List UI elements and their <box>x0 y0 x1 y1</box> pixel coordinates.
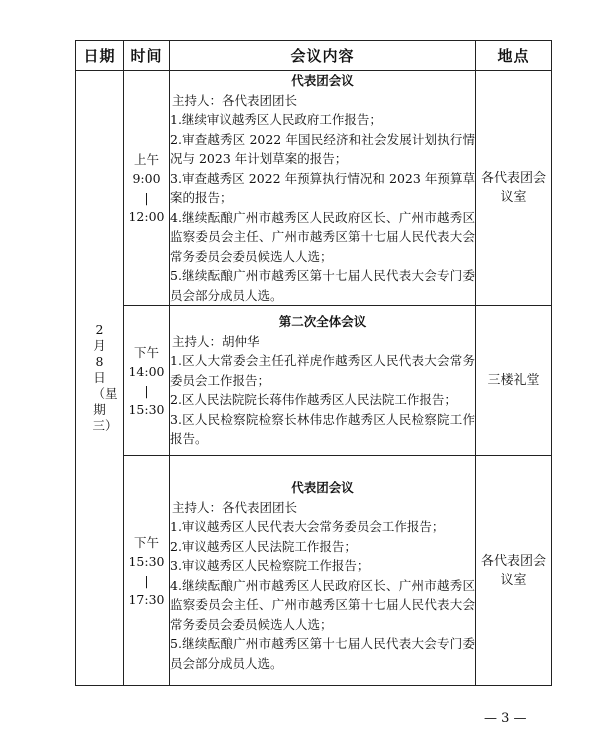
time-end: 17:30 <box>128 591 165 607</box>
agenda-item: 4.继续酝酿广州市越秀区人民政府区长、广州市越秀区监察委员会主任、广州市越秀区第十七届人民代表大会常务委员会委员候选人人选； <box>170 209 475 264</box>
agenda-item: 4.继续酝酿广州市越秀区人民政府区长、广州市越秀区监察委员会主任、广州市越秀区第十七届人民代表大会常务委员会委员候选人人选； <box>170 577 475 632</box>
agenda-item: 1.继续审议越秀区人民政府工作报告； <box>170 112 382 127</box>
header-content: 会议内容 <box>170 41 476 71</box>
time-period: 下午 <box>133 534 159 550</box>
time-cell-2 <box>124 306 170 456</box>
time-cell-1 <box>124 71 170 306</box>
session-row-1 <box>76 71 552 306</box>
session-title: 第二次全体会议 <box>278 314 367 330</box>
time-end: 15:30 <box>128 401 165 417</box>
time-separator: | <box>144 382 149 398</box>
time-end: 12:00 <box>128 209 165 224</box>
header-time: 时间 <box>124 41 170 71</box>
session-row-3 <box>76 456 552 686</box>
session-title: 代表团会议 <box>291 73 354 88</box>
time-period: 上午 <box>133 152 159 167</box>
place-cell-1: 各代表团会议室 <box>476 71 552 306</box>
time-cell-3 <box>124 456 170 686</box>
agenda-item: 2.区人民法院院长蒋伟作越秀区人民法院工作报告； <box>170 392 457 408</box>
session-row-2 <box>76 306 552 456</box>
date-cell <box>76 71 124 686</box>
time-start: 14:00 <box>128 363 165 379</box>
content-cell-2 <box>170 306 476 456</box>
agenda-item: 3.审议越秀区人民检察院工作报告； <box>170 558 370 573</box>
place-cell-2: 三楼礼堂 <box>476 306 552 456</box>
schedule-table <box>75 40 552 686</box>
agenda-item: 2.审议越秀区人民法院工作报告； <box>170 538 357 554</box>
time-separator: | <box>144 190 149 205</box>
header-date: 日期 <box>76 41 124 71</box>
agenda-item: 2.审查越秀区 2022 年国民经济和社会发展计划执行情况与 2023 年计划草案的报告； <box>170 131 475 166</box>
agenda-item: 3.区人民检察院检察长林伟忠作越秀区人民检察院工作报告。 <box>170 411 475 447</box>
agenda-item: 3.审查越秀区 2022 年预算执行情况和 2023 年预算草案的报告； <box>170 170 475 205</box>
header-place: 地点 <box>476 41 552 71</box>
time-start: 9:00 <box>132 171 161 186</box>
agenda-item: 5.继续酝酿广州市越秀区第十七届人民代表大会专门委员会部分成员人选。 <box>170 636 475 671</box>
time-separator: | <box>144 572 149 588</box>
session-title: 代表团会议 <box>291 480 354 495</box>
content-cell-3 <box>170 456 476 686</box>
session-host: 主持人：各代表团团长 <box>172 499 298 515</box>
place-cell-3: 各代表团会议室 <box>476 456 552 686</box>
date-vertical: 2月8日（星期三） <box>92 322 118 433</box>
time-start: 15:30 <box>128 553 165 569</box>
session-host: 主持人：胡仲华 <box>172 333 260 349</box>
content-cell-1 <box>170 71 476 306</box>
agenda-item: 1.审议越秀区人民代表大会常务委员会工作报告； <box>170 519 445 534</box>
time-period: 下午 <box>133 344 159 360</box>
session-host: 主持人：各代表团团长 <box>172 92 298 108</box>
agenda-item: 1.区人大常委会主任孔祥虎作越秀区人民代表大会常务委员会工作报告； <box>170 353 475 388</box>
page-number: — 3 — <box>484 711 527 726</box>
agenda-item: 5.继续酝酿广州市越秀区第十七届人民代表大会专门委员会部分成员人选。 <box>170 268 475 303</box>
header-row <box>76 41 552 71</box>
